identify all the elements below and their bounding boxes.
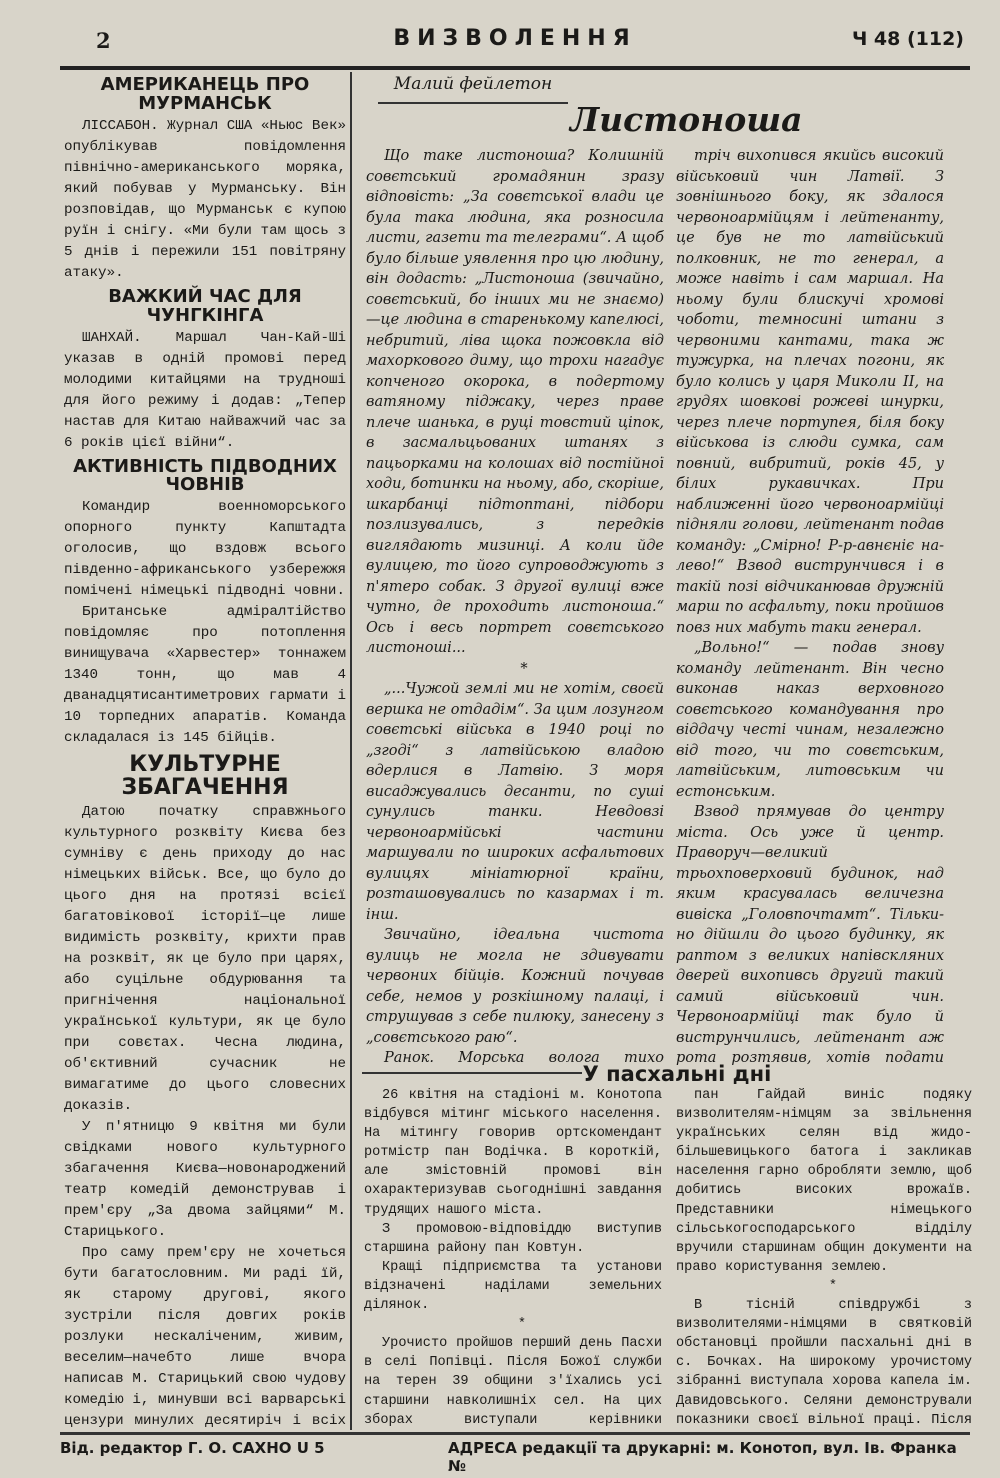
paragraph: Звичайно, ідеальна чистота вулиць не могла не здивувати червоних бійців. Кожний почував себе, немов у розкішному палаці, і струшував з себе пилюку, занесену з „совєтського раю“.	[366, 927, 664, 1046]
separator-star: *	[517, 1317, 527, 1333]
page-number: 2	[96, 28, 111, 53]
masthead	[60, 22, 970, 70]
article-title-submarines: АКТИВНІСТЬ ПІДВОДНИХ ЧОВНІВ	[73, 455, 337, 496]
article-title-culture: КУЛЬТУРНЕ ЗБАГАЧЕННЯ	[121, 752, 289, 801]
article-title-chungking: ВАЖКИЙ ЧАС ДЛЯ ЧУНГКІНГА	[108, 285, 302, 326]
feuilleton-label: Малий фейлетон	[378, 74, 568, 104]
address-line: АДРЕСА редакції та друкарні: м. Конотоп, вул. Ів. Франка №	[448, 1439, 957, 1475]
paragraph: В тісній співдружбі з визволителями-німцями в святковій обстановці пройшли пасхальні дні в с. Бочках. На широкому урочистому зібранні виступала хорова капела ім. Давидовського. Селяни демонстрували показники своєї вільної праці. Після	[676, 1298, 972, 1428]
paragraph: Що таке листоноша? Колишній совєтський громадянин зразу відповість: „За совєтської влади це була така людина, яка розносила листи, газети та телеграми“. А щоб було більше уявлення про цю людину, він додасть: „Листоноша (звичайно, совєтський, бо інших ми не знаємо) —це людина в старенькому капелюсі, небритий, ліва щока пожовкла від махоркового диму, що трохи нагадує копченого окорока, в подертому ватяному піджаку, через праве плече шанька, в руці товстий ціпок, в засмальцьованих штанях з пацьорками на колошах від постійної ходи, ботинки на ньому, або, скоріше, шкарбанці підтоптані, підбори позлизувались, з передків виглядають мизинці. А коли йде вулицею, то його супроводжують з п'ятеро собак. З другої вулиці вже чутно, де проходить листоноша.“ Ось і весь портрет совєтського листоноші...	[366, 148, 664, 656]
paragraph: пан Гайдай виніс подяку визволителям-німцям за звільнення українських селян від жидо-більшевицького батога і закликав населення гарно обробляти землю, щоб добитись високих врожаїв. Представники німецького сільськогосподарського відділу вручили старшинам общин документи на право користування землею.	[676, 1088, 972, 1275]
feuilleton-title: Листоноша	[570, 100, 803, 139]
article-body-culture: Датою початку справжнього культурного розквіту Києва без сумніву є день приходу до нас німецьких військ. Все, що було до цього дня на протязі всієї багатовікової історії—це лише видимість розквіту, крихти прав на розквіт, як це було при царях, або суцільне обдурювання та пригнічення національної української культури, як це було при совєтах. Чесна людина, об'єктивний сучасник не вимагатиме до цього словесних доказів. У п'ятницю 9 квітня ми були свідками нового культурного збагачення Києва—новонароджений театр комедій демонстрував і прем'єру „За двома зайцями“ М. Старицького. Про саму прем'єру не хочеться бути багатословним. Ми раді їй, як старому другові, якого зустріли після довгих років розлуки нескаліченим, живим, веселим—начебто лише вчора написав М. Старицький свою чудову комедію і, минувши всі варварські цензури минулих десятиріч і всіх	[64, 803, 346, 1429]
paragraph: Взвод прямував до центру міста. Ось уже й центр. Праворуч—великий трьохповерховий будинок, над яким красувалась величезна вивіска „Головпочтамт“. Тільки-но дійшли до цього будинку, як раптом з великих напівскляних дверей вихопивсь другий такий самий військовий чин. Червоноармійці так було й виструнчились, лейтенант аж рота розтявив, хотів подати	[676, 804, 944, 1066]
paragraph: Урочисто пройшов перший день Пасхи в селі Попівці. Після Божої служби на терен 39 общини з'їхались усі старшини навколишніх сел. На цих зборах виступали керівники	[364, 1336, 662, 1428]
article-body-murmansk: ЛІССАБОН. Журнал США «Ньюс Век» опублікував повідомлення північно-американського моряка, який побував у Мурманську. Він розповідав, що Мурманськ є купою руїн і снігу. «Ми були там щось з 5 днів і пережили 151 повітряну атаку».	[64, 117, 346, 281]
paragraph: тріч вихопився якийсь високий військовий чин Латвії. З зовнішнього боку, як здалося червоноармійцям і лейтенанту, це був не то латвійський полковник, не то генерал, а може навіть і сам маршал. На ньому були блискучі хромові чоботи, темносині штани з червоними кантами, така ж тужурка, на плечах погони, як було колись у царя Миколи ІІ, на грудях шовкові рожеві шнурки, через плече портупея, біля боку військова із слюди сумка, сам повний, вибритий, років 45, у білих рукавичках. При наближенні його червоноармійці підняли голови, лейтенант подав команду: „Смірно! Р-р-авнєніє на-лево!“ Взвод виструнчився і в такій позі відчиканював дружній марш по асфальту, поки пройшов повз них мабуть таки генерал.	[676, 148, 944, 636]
paragraph: „Вольно!“ — подав знову команду лейтенант. Він чесно виконав наказ верховного совєтського командування про віддачу честі чинам, незалежно від того, чи то совєтським, латвійським, литовським чи естонським.	[676, 640, 944, 800]
issue-number: Ч 48 (112)	[851, 28, 964, 50]
article-body-chungking: ШАНХАЙ. Маршал Чан-Кай-Ші указав в одній промові перед молодими китайцями на трудноші для його режиму і додав: „Тепер настав для Китаю найважчий час за 6 років цієї війни“.	[64, 329, 346, 451]
article-title-easter: У пасхальні дні	[582, 1062, 772, 1086]
feuilleton-column-1	[366, 146, 664, 1066]
paragraph: Ранок. Морська волога тихо	[384, 1050, 664, 1066]
separator-star: *	[520, 660, 528, 677]
editor-line: Від. редактор Г. О. САХНО U 5	[60, 1439, 325, 1457]
easter-column-2	[676, 1086, 972, 1430]
newspaper-title: ВИЗВОЛЕННЯ	[393, 26, 637, 51]
left-column	[60, 72, 352, 1430]
feuilleton-column-2	[676, 146, 944, 1066]
divider	[362, 1072, 582, 1074]
separator-star: *	[828, 1278, 838, 1294]
paragraph: З промовою-відповіддю виступив старшина району пан Ковтун.	[364, 1221, 662, 1256]
easter-column-1	[364, 1086, 662, 1430]
paragraph: 26 квітня на стадіоні м. Конотопа відбувся мітинг міського населення. На мітингу говорив ортскомендант ротмістр пан Водічка. В короткій, але змістовній промові він охарактеризував сьогоднішні завдання трудящих нашого міста.	[364, 1088, 662, 1218]
paragraph: Кращі підприємства та установи відзначені наділами земельних ділянок.	[364, 1259, 662, 1314]
footer	[60, 1432, 970, 1475]
article-body-submarines: Командир военноморського опорного пункту Капштадта оголосив, що вздовж всього південно-африканського узбережжя помічені німецькі підводні човни. Британське адміралтійство повідомляє про потоплення винищувача «Харвестер» тоннажем 1340 тонн, що мав 4 дванадцятисантиметрових гармати і 10 торпедних апаратів. Команда складалася із 145 бійців.	[64, 499, 346, 747]
article-title-murmansk: АМЕРИКАНЕЦЬ ПРО МУРМАНСЬК	[100, 74, 310, 114]
paragraph: „...Чужой землі ми не хотім, своєй вершка не отдадім“. За цим лозунгом совєтські війська в 1940 році по „згоді“ з латвійською владою вдерлися в Латвію. З моря висаджувались десанти, по суші сунулись танки. Невдовзі червоноармійські частини маршували по широких асфальтових вулицях мініатюрної країни, розташовувались по казармах і т. інш.	[366, 681, 664, 923]
